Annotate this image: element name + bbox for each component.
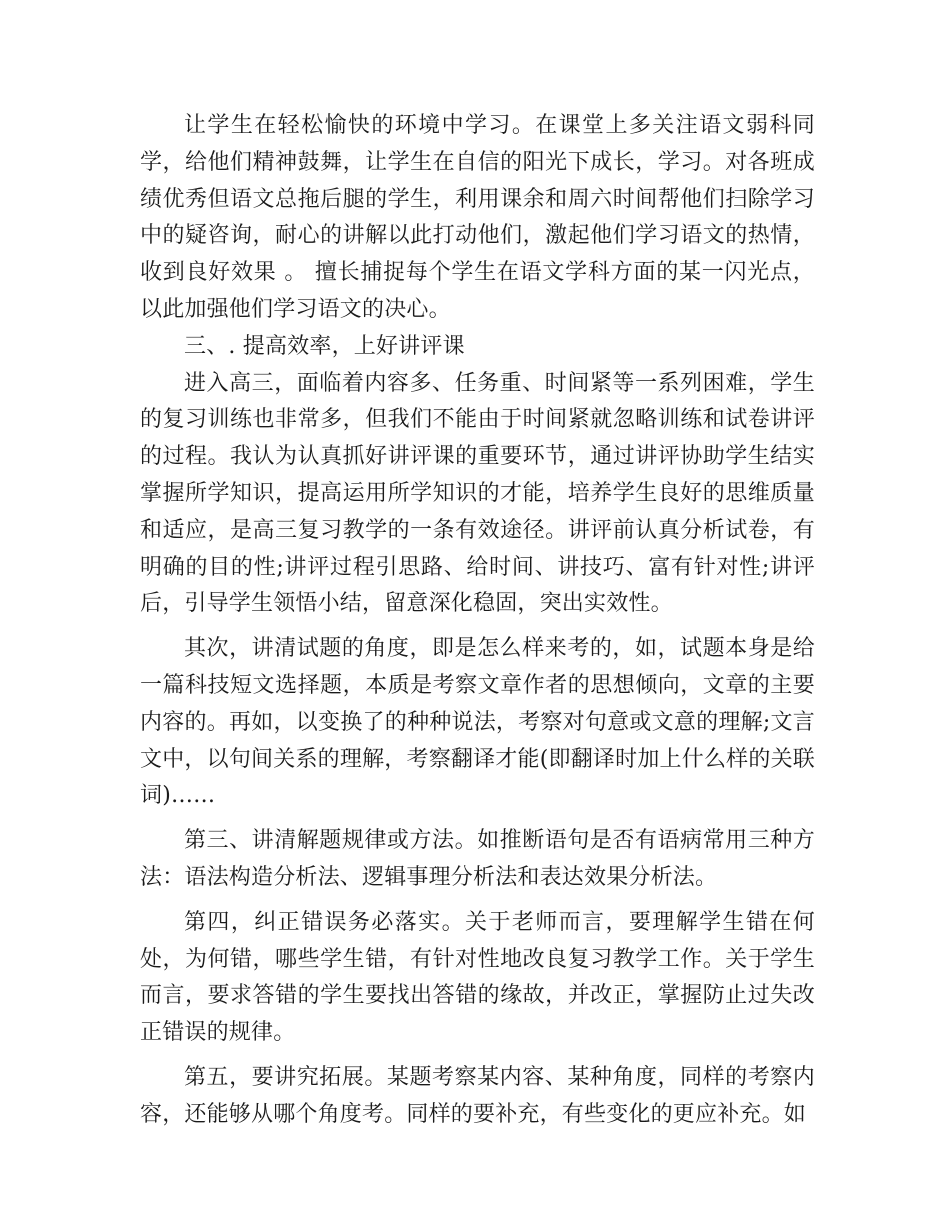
paragraph-encouragement: 让学生在轻松愉快的环境中学习。在课堂上多关注语文弱科同学，给他们精神鼓舞，让学生在自信的阳光下成长，学习。对各班成绩优秀但语文总拖后腿的学生，利用课余和周六时间帮他们扫除学习中的疑咨询，耐心的讲解以此打动他们，激起他们学习语文的热情，收到良好效果 。 擅长捕捉每个学生在语文学科方面的某一闪光点，以此加强他们学习语文的决心。 [140, 113, 815, 322]
document-body [140, 108, 815, 1134]
paragraph-fourth-point: 第四，纠正错误务必落实。关于老师而言，要理解学生错在何处，为何错，哪些学生错，有针对性地改良复习教学工作。关于学生而言，要求答错的学生要找出答错的缘故，并改正，掌握防止过失改正错误的规律。 [140, 909, 815, 1046]
paragraph-second-point: 其次，讲清试题的角度，即是怎么样来考的，如，试题本身是给一篇科技短文选择题，本质是考察文章作者的思想倾向，文章的主要内容的。再如，以变换了的种种说法，考察对句意或文意的理解;文言文中，以句间关系的理解，考察翻译才能(即翻译时加上什么样的关联词)…… [140, 636, 815, 809]
paragraph-review-importance: 进入高三，面临着内容多、任务重、时间紧等一系列困难，学生的复习训练也非常多，但我们不能由于时间紧就忽略训练和试卷讲评的过程。我认为认真抓好讲评课的重要环节，通过讲评协助学生结实掌握所学知识，提高运用所学知识的才能，培养学生良好的思维质量和适应，是高三复习教学的一条有效途径。讲评前认真分析试卷，有明确的目的性;讲评过程引思路、给时间、讲技巧、富有针对性;讲评后，引导学生领悟小结，留意深化稳固，突出实效性。 [140, 370, 815, 617]
paragraph-fifth-point: 第五，要讲究拓展。某题考察某内容、某种角度，同样的考察内容，还能够从哪个角度考。同样的要补充，有些变化的更应补充。如 [140, 1064, 815, 1127]
section-heading-review-class: 三、. 提高效率，上好讲评课 [184, 333, 465, 359]
paragraph-third-point: 第三、讲清解题规律或方法。如推断语句是否有语病常用三种方法：语法构造分析法、逻辑事理分析法和表达效果分析法。 [140, 828, 815, 890]
